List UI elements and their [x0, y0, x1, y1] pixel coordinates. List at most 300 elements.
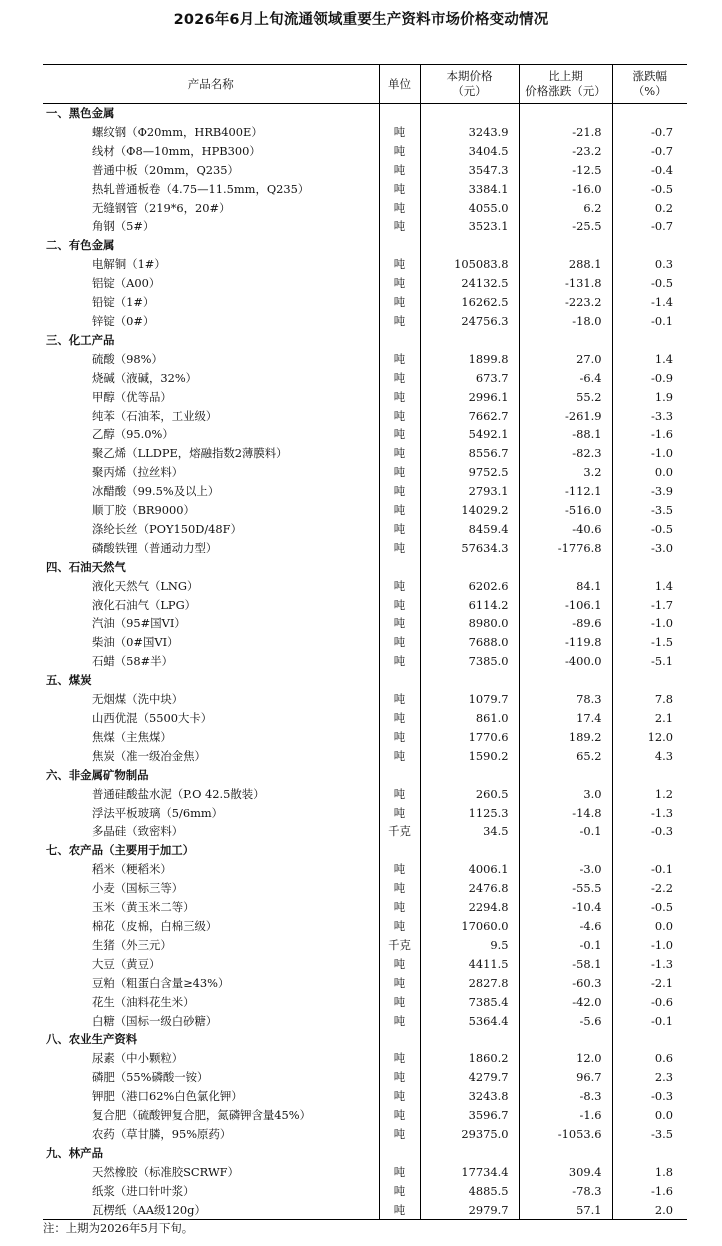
unit-cell: 千克: [379, 822, 420, 841]
change-percent-cell: -1.5: [612, 633, 687, 652]
current-price-cell: 16262.5: [420, 293, 519, 312]
product-name-cell: 天然橡胶（标准胶SCRWF）: [92, 1164, 239, 1179]
header-change-percent-line2: （%）: [632, 84, 667, 98]
header-price-change-line2: 价格涨跌（元）: [525, 84, 606, 98]
header-current-price: [420, 65, 519, 104]
unit-cell: 吨: [379, 633, 420, 652]
category-empty-change-cell: [519, 1144, 612, 1163]
product-name-cell: 液化石油气（LPG）: [92, 597, 197, 612]
category-name: 四、石油天然气: [46, 559, 126, 574]
current-price-cell: 9752.5: [420, 463, 519, 482]
price-change-cell: -1776.8: [519, 539, 612, 558]
price-change-cell: 309.4: [519, 1163, 612, 1182]
current-price-cell: 57634.3: [420, 539, 519, 558]
unit-cell: 吨: [379, 709, 420, 728]
category-row: [43, 841, 687, 860]
table-row: [43, 199, 687, 218]
product-name-cell: 生猪（外三元）: [92, 937, 172, 952]
category-empty-pct-cell: [612, 1144, 687, 1163]
table-row: [43, 879, 687, 898]
table-row: [43, 728, 687, 747]
change-percent-cell: -1.4: [612, 293, 687, 312]
change-percent-cell: -1.7: [612, 596, 687, 615]
current-price-cell: 17734.4: [420, 1163, 519, 1182]
table-row: [43, 274, 687, 293]
table-row: [43, 804, 687, 823]
header-unit-text: 单位: [388, 76, 411, 91]
product-name-cell: 乙醇（95.0%）: [92, 427, 174, 442]
product-name-cell: 聚丙烯（拉丝料）: [92, 465, 184, 480]
table-row: [43, 142, 687, 161]
change-percent-cell: -2.1: [612, 974, 687, 993]
category-empty-change-cell: [519, 558, 612, 577]
current-price-cell: 8980.0: [420, 614, 519, 633]
category-name: 一、黑色金属: [46, 106, 115, 120]
category-empty-unit-cell: [379, 331, 420, 350]
product-name-cell: 热轧普通板卷（4.75—11.5mm，Q235）: [92, 181, 310, 196]
table-row: [43, 596, 687, 615]
change-percent-cell: -0.1: [612, 312, 687, 331]
unit-cell: 吨: [379, 1201, 420, 1220]
header-product-name: [43, 65, 379, 104]
change-percent-cell: -0.5: [612, 274, 687, 293]
table-row: [43, 293, 687, 312]
change-percent-cell: 2.3: [612, 1068, 687, 1087]
category-empty-change-cell: [519, 1030, 612, 1049]
table-row: [43, 312, 687, 331]
current-price-cell: 4006.1: [420, 860, 519, 879]
footnote: 注：上期为2026年5月下旬。: [43, 1221, 194, 1235]
current-price-cell: 3243.8: [420, 1087, 519, 1106]
current-price-cell: 29375.0: [420, 1125, 519, 1144]
unit-cell: 吨: [379, 1087, 420, 1106]
current-price-cell: 1125.3: [420, 804, 519, 823]
unit-cell: 吨: [379, 123, 420, 142]
table-row: [43, 217, 687, 236]
change-percent-cell: 12.0: [612, 728, 687, 747]
price-change-cell: -1053.6: [519, 1125, 612, 1144]
unit-cell: 吨: [379, 728, 420, 747]
table-row: [43, 388, 687, 407]
unit-cell: 吨: [379, 898, 420, 917]
change-percent-cell: -0.1: [612, 1012, 687, 1031]
category-empty-price-cell: [420, 1030, 519, 1049]
change-percent-cell: 0.0: [612, 917, 687, 936]
category-row: [43, 1030, 687, 1049]
category-empty-price-cell: [420, 558, 519, 577]
change-percent-cell: -0.6: [612, 993, 687, 1012]
product-name-cell: 浮法平板玻璃（5/6mm）: [92, 805, 224, 820]
price-change-cell: -58.1: [519, 955, 612, 974]
unit-cell: 吨: [379, 350, 420, 369]
unit-cell: 吨: [379, 1049, 420, 1068]
unit-cell: 吨: [379, 1125, 420, 1144]
product-name-cell: 顺丁胶（BR9000）: [92, 503, 195, 518]
table-row: [43, 1106, 687, 1125]
price-change-cell: 3.0: [519, 785, 612, 804]
price-change-cell: -55.5: [519, 879, 612, 898]
change-percent-cell: -3.3: [612, 407, 687, 426]
category-empty-unit-cell: [379, 841, 420, 860]
category-name: 七、农产品（主要用于加工）: [46, 843, 195, 858]
price-change-cell: -223.2: [519, 293, 612, 312]
unit-cell: 吨: [379, 804, 420, 823]
table-row: [43, 482, 687, 501]
product-name-cell: 普通硅酸盐水泥（P.O 42.5散装）: [92, 786, 265, 801]
table-header-row: [43, 65, 687, 104]
unit-cell: 吨: [379, 652, 420, 671]
change-percent-cell: -3.5: [612, 501, 687, 520]
current-price-cell: 3596.7: [420, 1106, 519, 1125]
table-row: [43, 463, 687, 482]
change-percent-cell: -0.7: [612, 142, 687, 161]
category-empty-pct-cell: [612, 766, 687, 785]
product-name-cell: 山西优混（5500大卡）: [92, 711, 213, 725]
product-name-cell: 甲醇（优等品）: [92, 389, 172, 404]
change-percent-cell: 0.0: [612, 463, 687, 482]
unit-cell: 吨: [379, 577, 420, 596]
price-change-cell: -25.5: [519, 217, 612, 236]
current-price-cell: 7385.4: [420, 993, 519, 1012]
table-row: [43, 255, 687, 274]
category-empty-pct-cell: [612, 331, 687, 350]
category-row: [43, 236, 687, 255]
unit-cell: 吨: [379, 1106, 420, 1125]
table-row: [43, 652, 687, 671]
price-change-cell: -21.8: [519, 123, 612, 142]
table-row: [43, 955, 687, 974]
price-change-cell: -400.0: [519, 652, 612, 671]
table-row: [43, 1049, 687, 1068]
price-change-cell: -18.0: [519, 312, 612, 331]
product-name-cell: 液化天然气（LNG）: [92, 578, 199, 593]
table-row: [43, 974, 687, 993]
change-percent-cell: -0.1: [612, 860, 687, 879]
category-name: 九、林产品: [46, 1145, 103, 1160]
current-price-cell: 3243.9: [420, 123, 519, 142]
change-percent-cell: -0.3: [612, 822, 687, 841]
price-change-cell: 78.3: [519, 690, 612, 709]
category-empty-unit-cell: [379, 1144, 420, 1163]
price-change-cell: -82.3: [519, 444, 612, 463]
change-percent-cell: -1.0: [612, 444, 687, 463]
price-change-cell: -60.3: [519, 974, 612, 993]
table-row: [43, 898, 687, 917]
category-empty-pct-cell: [612, 841, 687, 860]
unit-cell: 吨: [379, 293, 420, 312]
category-row: [43, 104, 687, 123]
change-percent-cell: 1.2: [612, 785, 687, 804]
header-price-change: [519, 65, 612, 104]
current-price-cell: 17060.0: [420, 917, 519, 936]
current-price-cell: 24132.5: [420, 274, 519, 293]
unit-cell: 吨: [379, 199, 420, 218]
price-change-cell: -88.1: [519, 425, 612, 444]
change-percent-cell: -0.7: [612, 123, 687, 142]
unit-cell: 吨: [379, 388, 420, 407]
product-name-cell: 豆粕（粗蛋白含量≥43%）: [92, 975, 230, 990]
price-change-cell: 3.2: [519, 463, 612, 482]
current-price-cell: 5364.4: [420, 1012, 519, 1031]
product-name-cell: 复合肥（硫酸钾复合肥，氮磷钾含量45%）: [92, 1108, 311, 1123]
price-change-cell: -12.5: [519, 161, 612, 180]
price-change-cell: 288.1: [519, 255, 612, 274]
category-empty-unit-cell: [379, 1030, 420, 1049]
category-row: [43, 766, 687, 785]
table-row: [43, 747, 687, 766]
unit-cell: 吨: [379, 274, 420, 293]
category-empty-unit-cell: [379, 766, 420, 785]
change-percent-cell: -0.5: [612, 180, 687, 199]
category-row: [43, 558, 687, 577]
table-row: [43, 161, 687, 180]
price-change-cell: -40.6: [519, 520, 612, 539]
product-name-cell: 无缝钢管（219*6，20#）: [92, 200, 231, 215]
product-name-cell: 石蜡（58#半）: [92, 654, 173, 669]
price-change-cell: 17.4: [519, 709, 612, 728]
category-empty-price-cell: [420, 236, 519, 255]
current-price-cell: 4885.5: [420, 1182, 519, 1201]
change-percent-cell: -2.2: [612, 879, 687, 898]
price-change-cell: 57.1: [519, 1201, 612, 1220]
product-name-cell: 汽油（95#国VI）: [92, 616, 186, 631]
category-empty-unit-cell: [379, 558, 420, 577]
page-title: 2026年6月上旬流通领域重要生产资料市场价格变动情况: [173, 12, 549, 28]
table-row: [43, 350, 687, 369]
current-price-cell: 7688.0: [420, 633, 519, 652]
change-percent-cell: 1.8: [612, 1163, 687, 1182]
table-row: [43, 501, 687, 520]
change-percent-cell: 1.4: [612, 577, 687, 596]
product-name-cell: 涤纶长丝（POY150D/48F）: [92, 521, 242, 536]
unit-cell: 吨: [379, 463, 420, 482]
product-name-cell: 角钢（5#）: [92, 219, 155, 234]
current-price-cell: 8459.4: [420, 520, 519, 539]
table-row: [43, 1068, 687, 1087]
header-price-change-line1: 比上期: [548, 69, 583, 83]
product-name-cell: 焦煤（主焦煤）: [92, 729, 172, 744]
category-row: [43, 1144, 687, 1163]
category-empty-price-cell: [420, 841, 519, 860]
category-empty-price-cell: [420, 1144, 519, 1163]
price-change-cell: 189.2: [519, 728, 612, 747]
price-change-cell: -516.0: [519, 501, 612, 520]
table-row: [43, 690, 687, 709]
current-price-cell: 105083.8: [420, 255, 519, 274]
unit-cell: 吨: [379, 501, 420, 520]
product-name-cell: 磷肥（55%磷酸一铵）: [92, 1070, 209, 1085]
price-change-cell: -23.2: [519, 142, 612, 161]
table-row: [43, 407, 687, 426]
category-name: 六、非金属矿物制品: [46, 767, 149, 782]
category-name: 三、化工产品: [46, 332, 115, 347]
header-change-percent-line1: 涨跌幅: [632, 69, 667, 83]
unit-cell: 吨: [379, 142, 420, 161]
category-empty-change-cell: [519, 841, 612, 860]
product-name-cell: 磷酸铁锂（普通动力型）: [92, 540, 218, 555]
category-empty-pct-cell: [612, 236, 687, 255]
unit-cell: 吨: [379, 369, 420, 388]
current-price-cell: 1899.8: [420, 350, 519, 369]
unit-cell: 吨: [379, 860, 420, 879]
product-name-cell: 尿素（中小颗粒）: [92, 1051, 184, 1066]
current-price-cell: 2979.7: [420, 1201, 519, 1220]
current-price-cell: 1079.7: [420, 690, 519, 709]
product-name-cell: 无烟煤（洗中块）: [92, 692, 184, 707]
product-name-cell: 钾肥（港口62%白色氯化钾）: [92, 1089, 243, 1104]
price-change-cell: -16.0: [519, 180, 612, 199]
change-percent-cell: -0.3: [612, 1087, 687, 1106]
product-name-cell: 普通中板（20mm，Q235）: [92, 162, 239, 177]
current-price-cell: 34.5: [420, 822, 519, 841]
table-row: [43, 1012, 687, 1031]
current-price-cell: 1860.2: [420, 1049, 519, 1068]
category-name: 五、煤炭: [46, 673, 92, 688]
product-name-cell: 锌锭（0#）: [92, 313, 155, 328]
table-row: [43, 614, 687, 633]
price-change-cell: -6.4: [519, 369, 612, 388]
current-price-cell: 24756.3: [420, 312, 519, 331]
current-price-cell: 2996.1: [420, 388, 519, 407]
current-price-cell: 4055.0: [420, 199, 519, 218]
price-change-cell: 55.2: [519, 388, 612, 407]
price-change-cell: -42.0: [519, 993, 612, 1012]
price-change-cell: 27.0: [519, 350, 612, 369]
unit-cell: 吨: [379, 539, 420, 558]
category-empty-pct-cell: [612, 1030, 687, 1049]
price-change-cell: -14.8: [519, 804, 612, 823]
unit-cell: 吨: [379, 993, 420, 1012]
unit-cell: 吨: [379, 747, 420, 766]
category-empty-unit-cell: [379, 236, 420, 255]
unit-cell: 吨: [379, 614, 420, 633]
category-empty-price-cell: [420, 766, 519, 785]
unit-cell: 吨: [379, 444, 420, 463]
change-percent-cell: -0.7: [612, 217, 687, 236]
change-percent-cell: -3.9: [612, 482, 687, 501]
product-name-cell: 螺纹钢（Φ20mm，HRB400E）: [92, 124, 263, 139]
table-row: [43, 709, 687, 728]
current-price-cell: 6114.2: [420, 596, 519, 615]
table-row: [43, 520, 687, 539]
change-percent-cell: -0.9: [612, 369, 687, 388]
change-percent-cell: 4.3: [612, 747, 687, 766]
change-percent-cell: -1.0: [612, 936, 687, 955]
change-percent-cell: 0.0: [612, 1106, 687, 1125]
category-empty-unit-cell: [379, 671, 420, 690]
price-change-cell: -261.9: [519, 407, 612, 426]
category-empty-change-cell: [519, 671, 612, 690]
unit-cell: 千克: [379, 936, 420, 955]
header-current-price-line1: 本期价格: [446, 69, 493, 83]
unit-cell: 吨: [379, 1068, 420, 1087]
header-product-name-text: 产品名称: [187, 76, 234, 91]
table-row: [43, 785, 687, 804]
current-price-cell: 8556.7: [420, 444, 519, 463]
current-price-cell: 1770.6: [420, 728, 519, 747]
product-name-cell: 冰醋酸（99.5%及以上）: [92, 484, 220, 499]
product-name-cell: 烧碱（液碱，32%）: [92, 370, 198, 385]
current-price-cell: 9.5: [420, 936, 519, 955]
price-change-cell: -0.1: [519, 822, 612, 841]
price-change-cell: -1.6: [519, 1106, 612, 1125]
unit-cell: 吨: [379, 482, 420, 501]
current-price-cell: 673.7: [420, 369, 519, 388]
unit-cell: 吨: [379, 917, 420, 936]
change-percent-cell: -0.5: [612, 520, 687, 539]
change-percent-cell: 0.2: [612, 199, 687, 218]
product-name-cell: 电解铜（1#）: [92, 257, 166, 272]
table-row: [43, 1163, 687, 1182]
price-change-cell: -78.3: [519, 1182, 612, 1201]
table-body: [43, 104, 687, 1220]
price-change-cell: -4.6: [519, 917, 612, 936]
price-table: [43, 64, 687, 1220]
change-percent-cell: -5.1: [612, 652, 687, 671]
unit-cell: 吨: [379, 785, 420, 804]
current-price-cell: 1590.2: [420, 747, 519, 766]
price-change-cell: -8.3: [519, 1087, 612, 1106]
change-percent-cell: -1.0: [612, 614, 687, 633]
category-row: [43, 671, 687, 690]
current-price-cell: 260.5: [420, 785, 519, 804]
change-percent-cell: 2.0: [612, 1201, 687, 1220]
change-percent-cell: -1.6: [612, 1182, 687, 1201]
table-row: [43, 917, 687, 936]
change-percent-cell: -0.4: [612, 161, 687, 180]
product-name-cell: 农药（草甘膦，95%原药）: [92, 1126, 232, 1141]
price-change-cell: -3.0: [519, 860, 612, 879]
price-change-cell: -112.1: [519, 482, 612, 501]
product-name-cell: 小麦（国标三等）: [92, 881, 184, 896]
product-name-cell: 稻米（粳稻米）: [92, 862, 172, 877]
change-percent-cell: 1.9: [612, 388, 687, 407]
table-row: [43, 425, 687, 444]
current-price-cell: 3404.5: [420, 142, 519, 161]
current-price-cell: 4279.7: [420, 1068, 519, 1087]
table-row: [43, 444, 687, 463]
category-empty-change-cell: [519, 104, 612, 123]
unit-cell: 吨: [379, 1163, 420, 1182]
change-percent-cell: 0.6: [612, 1049, 687, 1068]
unit-cell: 吨: [379, 955, 420, 974]
current-price-cell: 861.0: [420, 709, 519, 728]
unit-cell: 吨: [379, 425, 420, 444]
product-name-cell: 线材（Φ8—10mm，HPB300）: [92, 143, 261, 158]
table-row: [43, 936, 687, 955]
product-name-cell: 玉米（黄玉米二等）: [92, 900, 195, 915]
category-empty-price-cell: [420, 104, 519, 123]
change-percent-cell: -3.5: [612, 1125, 687, 1144]
table-row: [43, 860, 687, 879]
price-change-cell: -5.6: [519, 1012, 612, 1031]
price-change-cell: -0.1: [519, 936, 612, 955]
price-change-cell: 65.2: [519, 747, 612, 766]
current-price-cell: 2294.8: [420, 898, 519, 917]
product-name-cell: 聚乙烯（LLDPE，熔融指数2薄膜料）: [92, 446, 288, 461]
product-name-cell: 瓦楞纸（AA级120g）: [43, 1201, 379, 1220]
table-row: [43, 1125, 687, 1144]
unit-cell: 吨: [379, 1182, 420, 1201]
table-row: [43, 993, 687, 1012]
product-name-cell: 多晶硅（致密料）: [92, 824, 184, 839]
header-change-percent: [612, 65, 687, 104]
product-name-cell: 柴油（0#国VI）: [92, 635, 179, 650]
table-row: [43, 577, 687, 596]
header-unit: [379, 65, 420, 104]
price-change-cell: -119.8: [519, 633, 612, 652]
table-row: [43, 539, 687, 558]
